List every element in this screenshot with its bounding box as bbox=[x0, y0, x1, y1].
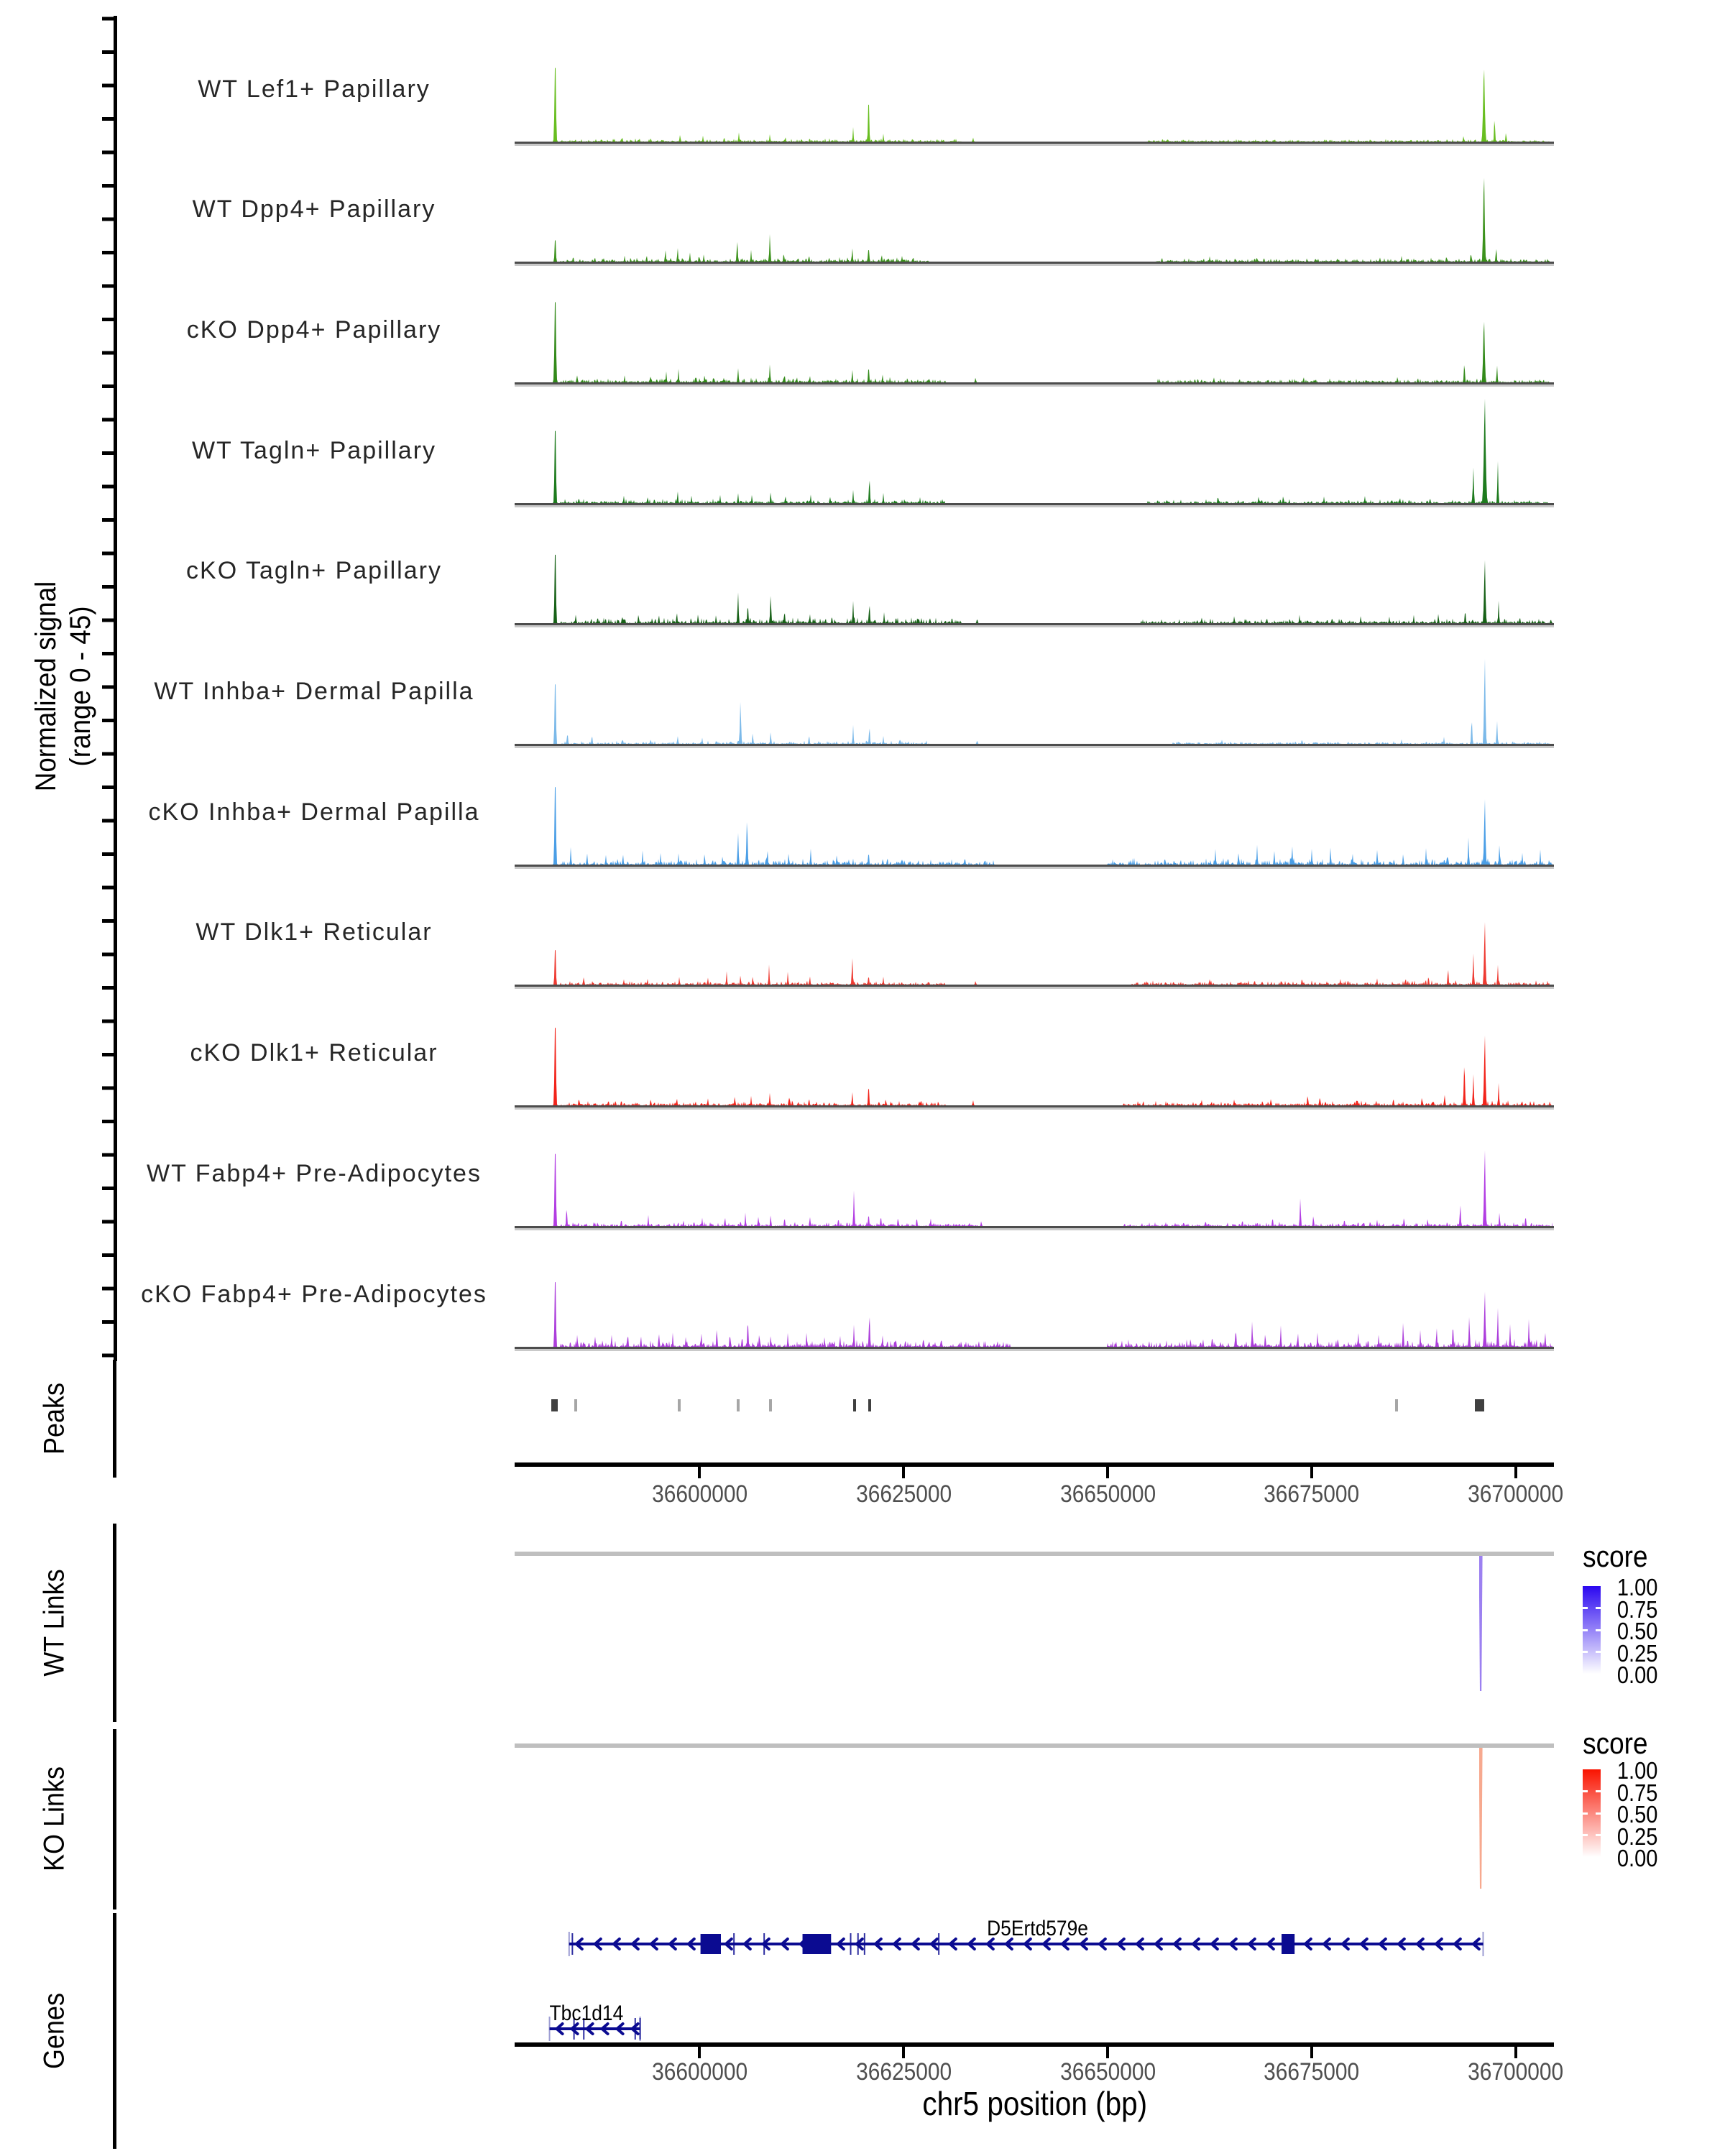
axis-tick-label bbox=[613, 2058, 786, 2086]
signal-area bbox=[516, 178, 1552, 262]
score-gradient-bar bbox=[1583, 1586, 1601, 1674]
gene-end-tick bbox=[640, 2017, 641, 2041]
gene-name-label: Tbc1d14 bbox=[549, 2000, 624, 2025]
axis-tick-label bbox=[1225, 2058, 1398, 2086]
score-legend-title-text: score bbox=[1583, 1726, 1648, 1760]
gene-exon-tick bbox=[635, 2018, 636, 2040]
axis-tick-label bbox=[1021, 2058, 1194, 2086]
links-bracket bbox=[113, 1729, 116, 1909]
y-axis-label-line2: (range 0 - 45) bbox=[65, 606, 96, 767]
peak-mark bbox=[853, 1399, 856, 1411]
signal-track-8 bbox=[516, 866, 1552, 985]
track-label: cKO Dlk1+ Reticular bbox=[190, 1039, 438, 1067]
gene-models bbox=[516, 1912, 1552, 2042]
axis-tick bbox=[1106, 1467, 1109, 1478]
gene-exon-tick bbox=[864, 1933, 865, 1955]
axis-tick-label bbox=[1225, 1480, 1398, 1508]
gene-exon-tick bbox=[850, 1933, 852, 1955]
signal-area bbox=[516, 1028, 1552, 1105]
track-label: WT Tagln+ Papillary bbox=[191, 436, 437, 464]
score-bar-notch bbox=[1583, 1651, 1588, 1653]
signal-track-1 bbox=[516, 23, 1552, 142]
peak-mark bbox=[737, 1399, 740, 1411]
signal-area bbox=[516, 1150, 1552, 1225]
axis-tick-label bbox=[1430, 1480, 1602, 1508]
score-bar-notch bbox=[1583, 1607, 1588, 1609]
track-label: cKO Fabp4+ Pre-Adipocytes bbox=[141, 1280, 487, 1308]
gene-exon-tick bbox=[938, 1933, 939, 1955]
peak-mark bbox=[678, 1399, 681, 1411]
signal-track-10 bbox=[516, 1107, 1552, 1227]
links-section-label: WT Links bbox=[38, 1569, 70, 1677]
signal-area bbox=[516, 555, 1552, 623]
axis-tick-label-text: 36625000 bbox=[855, 2058, 952, 2086]
signal-track-2 bbox=[516, 143, 1552, 262]
track-label: WT Dpp4+ Papillary bbox=[192, 195, 436, 224]
axis-tick-label-text: 36600000 bbox=[651, 1480, 748, 1508]
score-bar-notch bbox=[1583, 1812, 1588, 1815]
score-bar-notch bbox=[1596, 1651, 1601, 1653]
x-axis-title-text: chr5 position (bp) bbox=[922, 2085, 1148, 2122]
score-bar-notch bbox=[1596, 1629, 1601, 1631]
gene-end-tick bbox=[1482, 1932, 1484, 1956]
axis-tick bbox=[1514, 2047, 1517, 2058]
score-legend-title bbox=[1578, 1539, 1693, 1574]
gene-exon-tick bbox=[733, 1933, 735, 1955]
axis-tick bbox=[1106, 2047, 1109, 2058]
signal-track-6 bbox=[516, 625, 1552, 745]
score-tick-label-text: 0.75 bbox=[1616, 1779, 1658, 1806]
axis-tick bbox=[902, 2047, 905, 2058]
genes-section-label: Genes bbox=[38, 1992, 70, 2070]
score-tick-label-text: 0.50 bbox=[1616, 1801, 1658, 1828]
signal-area bbox=[516, 659, 1552, 745]
axis-tick-label bbox=[1021, 1480, 1194, 1508]
score-bar-notch bbox=[1583, 1629, 1588, 1631]
gene-Tbc1d14 bbox=[549, 2000, 641, 2041]
gene-name-label: D5Ertd579e bbox=[987, 1915, 1088, 1940]
peak-mark bbox=[769, 1399, 772, 1411]
score-bar-notch bbox=[1596, 1607, 1601, 1609]
score-tick-label-text: 0.50 bbox=[1616, 1618, 1658, 1644]
axis-tick bbox=[1514, 1467, 1517, 1478]
signal-track-5 bbox=[516, 505, 1552, 624]
signal-track-11 bbox=[516, 1228, 1552, 1348]
score-tick-label-text: 0.00 bbox=[1616, 1845, 1658, 1871]
score-legend-title bbox=[1578, 1726, 1693, 1761]
y-axis-label-line1: Normalized signal bbox=[30, 581, 62, 792]
track-label: cKO Inhba+ Dermal Papilla bbox=[148, 798, 480, 826]
score-tick-label-text: 1.00 bbox=[1616, 1757, 1658, 1784]
axis-tick-label bbox=[817, 1480, 990, 1508]
axis-tick-label bbox=[613, 1480, 786, 1508]
link-arc-line bbox=[1479, 1556, 1483, 1691]
track-baseline bbox=[515, 1347, 1554, 1349]
axis-tick-label bbox=[817, 2058, 990, 2086]
signal-track-9 bbox=[516, 987, 1552, 1106]
link-arc-line bbox=[1479, 1748, 1483, 1889]
gene-exon bbox=[1282, 1934, 1294, 1954]
axis-tick bbox=[902, 1467, 905, 1478]
signal-area bbox=[516, 787, 1552, 865]
track-label: WT Dlk1+ Reticular bbox=[196, 918, 433, 946]
gene-exon-tick bbox=[571, 1933, 573, 1955]
peak-mark bbox=[574, 1399, 577, 1411]
peak-mark bbox=[868, 1399, 871, 1411]
score-tick-label bbox=[1614, 1662, 1701, 1689]
score-tick-label-text: 1.00 bbox=[1616, 1574, 1658, 1600]
score-tick-label bbox=[1614, 1845, 1701, 1872]
peaks-bracket bbox=[113, 1360, 116, 1478]
track-label: cKO Tagln+ Papillary bbox=[186, 557, 442, 585]
axis-tick bbox=[1310, 1467, 1313, 1478]
links-topline bbox=[515, 1552, 1554, 1556]
signal-area bbox=[516, 1282, 1552, 1347]
signal-track-3 bbox=[516, 264, 1552, 383]
genes-bracket bbox=[113, 1913, 116, 2149]
score-tick-label-text: 0.25 bbox=[1616, 1639, 1658, 1667]
axis-tick-label-text: 36700000 bbox=[1468, 1480, 1564, 1508]
gene-exon-tick bbox=[857, 1933, 859, 1955]
track-label: WT Lef1+ Papillary bbox=[198, 75, 431, 103]
axis-line bbox=[515, 1462, 1554, 1467]
gene-exon-tick bbox=[763, 1933, 765, 1955]
axis-tick bbox=[698, 2047, 701, 2058]
peak-mark bbox=[1475, 1399, 1484, 1411]
score-tick-label-text: 0.75 bbox=[1616, 1595, 1658, 1623]
axis-tick-label-text: 36625000 bbox=[855, 1480, 952, 1508]
track-label: WT Inhba+ Dermal Papilla bbox=[154, 678, 474, 705]
axis-tick-label-text: 36675000 bbox=[1264, 1480, 1360, 1508]
signal-area bbox=[516, 922, 1552, 985]
axis-tick-label bbox=[1430, 2058, 1602, 2086]
links-topline bbox=[515, 1743, 1554, 1748]
axis-tick bbox=[1310, 2047, 1313, 2058]
score-bar-notch bbox=[1583, 1834, 1588, 1836]
axis-tick bbox=[698, 1467, 701, 1478]
score-bar-notch bbox=[1596, 1790, 1601, 1792]
score-gradient-bar bbox=[1583, 1769, 1601, 1857]
track-label: cKO Dpp4+ Papillary bbox=[186, 315, 442, 344]
score-bar-notch bbox=[1596, 1834, 1601, 1836]
score-tick-label-text: 0.25 bbox=[1616, 1823, 1658, 1850]
links-section-label: KO Links bbox=[38, 1766, 70, 1872]
score-tick-label-text: 0.00 bbox=[1616, 1662, 1658, 1688]
signal-area bbox=[516, 302, 1552, 382]
axis-tick-label-text: 36650000 bbox=[1059, 1480, 1156, 1508]
track-label: WT Fabp4+ Pre-Adipocytes bbox=[147, 1159, 482, 1187]
peak-mark bbox=[551, 1399, 558, 1411]
score-legend-title-text: score bbox=[1583, 1539, 1648, 1573]
x-axis-title bbox=[517, 2084, 1553, 2123]
gene-body bbox=[550, 2027, 640, 2030]
axis-line bbox=[515, 2042, 1554, 2047]
signal-track-7 bbox=[516, 746, 1552, 865]
signal-area bbox=[516, 398, 1552, 502]
axis-tick-label-text: 36675000 bbox=[1264, 2058, 1360, 2086]
signal-area bbox=[516, 68, 1552, 142]
score-bar-notch bbox=[1596, 1812, 1601, 1815]
gene-exon bbox=[803, 1934, 832, 1954]
signal-track-4 bbox=[516, 384, 1552, 504]
peak-mark bbox=[1395, 1399, 1398, 1411]
axis-tick-label-text: 36600000 bbox=[651, 2058, 748, 2086]
axis-tick-label-text: 36650000 bbox=[1059, 2058, 1156, 2086]
gene-end-tick bbox=[569, 1932, 570, 1956]
gene-D5Ertd579e bbox=[569, 1915, 1484, 1956]
links-bracket bbox=[113, 1524, 116, 1722]
score-bar-notch bbox=[1583, 1790, 1588, 1792]
axis-tick-label-text: 36700000 bbox=[1468, 2058, 1564, 2086]
gene-exon bbox=[701, 1934, 721, 1954]
peaks-section-label: Peaks bbox=[38, 1382, 70, 1455]
